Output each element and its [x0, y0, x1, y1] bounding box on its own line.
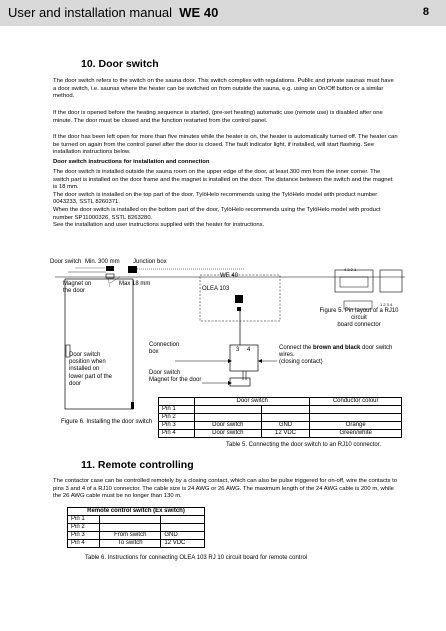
table-cell: Pin 4: [159, 430, 195, 438]
table-cell: 12 VDC: [161, 540, 205, 548]
table-row: [68, 516, 205, 524]
table-cell: Pin 2: [159, 414, 195, 422]
label-pin-4: 4: [247, 347, 251, 353]
table-door-switch-pins: [158, 397, 402, 438]
label-lower-position: Door switch position when installed on lower part of the door: [69, 352, 113, 387]
table-header-row: [68, 508, 205, 516]
label-junction-box: Junction box: [133, 259, 167, 265]
table-cell: 12 VDC: [261, 430, 310, 438]
section-heading-door-switch: 10. Door switch: [81, 58, 159, 70]
table-cell: [261, 406, 310, 414]
table-row: [159, 430, 402, 438]
table-cell: To switch: [100, 540, 161, 548]
table-cell: [161, 524, 205, 532]
rj10-pins-bottom: 1 2 3 4: [380, 302, 393, 307]
document-title: User and installation manual WE 40: [8, 5, 219, 20]
page-number: 8: [422, 6, 429, 18]
rj10-connector-side: [380, 270, 402, 292]
table-header-cell: [159, 398, 195, 406]
junction-box-icon: [128, 266, 137, 273]
paragraph: The door switch refers to the switch on the sauna door. This switch complies with regulations. Public and private saunas must have a door switch, i.e. saunas where the heater can be switched on from outside the sauna, e.g. using an On/Off button or a similar method.: [53, 78, 394, 100]
table-cell: GND: [261, 422, 310, 430]
door-handle: [131, 402, 134, 409]
label-max-18: Max 18 mm: [119, 281, 151, 287]
table-cell: Orange: [310, 422, 402, 430]
figure5-caption: Figure 5. Pin layout of a RJ10 circuit board connector: [319, 308, 399, 329]
connection-box-outline: [230, 345, 258, 371]
door-switch-top: [106, 266, 114, 271]
rj10-pins-top: 4 3 2 1: [344, 267, 357, 272]
table-cell: [100, 524, 161, 532]
paragraph: If the door is opened before the heating sequence is started, (pre-set heating) automatic use (remote use) is disabled after one minute. The door must be closed and the function restarted from the control panel.: [53, 110, 383, 124]
magnet-top: [106, 274, 114, 278]
label-olea: OLEA 103: [202, 286, 230, 292]
label-min-300: Min. 300 mm: [85, 259, 120, 265]
label-door-switch-magnet: Door switch Magnet for the door: [149, 370, 202, 384]
table-title: Remote control switch (Ex switch): [68, 508, 205, 516]
installation-instructions: The door switch is installed outside the sauna room on the upper edge of the door, at least 300 mm from the inner corner. The switch part is installed on the door frame and the magnet is installed on the door. The distance between the switch and the magnet is 18 mm. The door switch is installed on the top part of the door, TylöHelo recommends using the TylöHelo model with product number 0043233, SSTL 8260371. When the door switch is installed on the bottom part of the door, TylöHelo recommends using the TylöHelo model with product number SP11000326, SSTL 8263280. See the installation and user instructions supplied with the heater for instructions.: [53, 169, 393, 229]
table5-caption: Table 5. Connecting the door switch to an RJ10 connector.: [226, 442, 382, 448]
rj10-connector-front: [335, 270, 373, 292]
paragraph: If the door has been left open for more than five minutes while the heater is on, the heater is automatically turned off. The heater can be turned on again from the control panel after the door is closed. The fault indicator light, if installed, will start flashing. See installation instructions below.: [53, 134, 398, 156]
label-door-switch: Door switch: [50, 259, 82, 265]
table-cell: Door switch: [194, 430, 261, 438]
page-header: [0, 0, 446, 26]
table-cell: Door switch: [194, 422, 261, 430]
table-row: [68, 532, 205, 540]
rj10-socket: [235, 295, 243, 303]
table-cell: [100, 516, 161, 524]
table-cell: Pin 2: [68, 524, 100, 532]
label-we40: WE 40: [220, 273, 239, 279]
table-cell: [310, 414, 402, 422]
table-cell: Pin 4: [68, 540, 100, 548]
table-header-cell: Conductor colour: [310, 398, 402, 406]
rj10-socket-small: [237, 307, 241, 311]
table-cell: [194, 406, 261, 414]
door-switch-bottom: [230, 378, 250, 386]
label-connect-wires: Connect the brown and black door switch wires. (closing contact): [279, 345, 393, 366]
table-cell: From switch: [100, 532, 161, 540]
table-cell: Pin 3: [159, 422, 195, 430]
table-row: [159, 414, 402, 422]
table-cell: Green/white: [310, 430, 402, 438]
table-cell: [194, 414, 261, 422]
table-header-row: [159, 398, 402, 406]
table-cell: Pin 3: [68, 532, 100, 540]
table-cell: [310, 406, 402, 414]
table-remote-control-pins: [67, 507, 205, 548]
figure6-caption: Figure 6. Installing the door switch: [61, 419, 153, 425]
table-cell: [161, 516, 205, 524]
table-cell: Pin 1: [68, 516, 100, 524]
table-header-cell: Door switch: [194, 398, 309, 406]
table-cell: [261, 414, 310, 422]
label-magnet-on-door: Magnet on the door: [63, 281, 92, 295]
table-row: [68, 524, 205, 532]
table-row: [159, 422, 402, 430]
door-outline: [65, 279, 133, 409]
section-heading-remote-controlling: 11. Remote controlling: [81, 459, 194, 471]
table-cell: GND: [161, 532, 205, 540]
subheading-installation: Door switch instructions for installation and connection: [53, 159, 210, 165]
table-row: [68, 540, 205, 548]
table-cell: Pin 1: [159, 406, 195, 414]
table6-caption: Table 6. Instructions for connecting OLEA 103 RJ 10 circuit board for remote control: [85, 555, 308, 561]
label-pin-3: 3: [236, 347, 240, 353]
table-row: [159, 406, 402, 414]
label-connection-box: Connection box: [149, 342, 180, 356]
paragraph: The contactor case can be controlled remotely by a closing contact, which can also be pulse triggered for on-off, wire the contacts to pins 3 and 4 of a RJ10 connector. The cable size is 24 AWG or 26 AWG. The maximum length of the 24 AWG cable is 200 m, while the 26 AWG cable must be no longer than 130 m.: [53, 478, 398, 500]
